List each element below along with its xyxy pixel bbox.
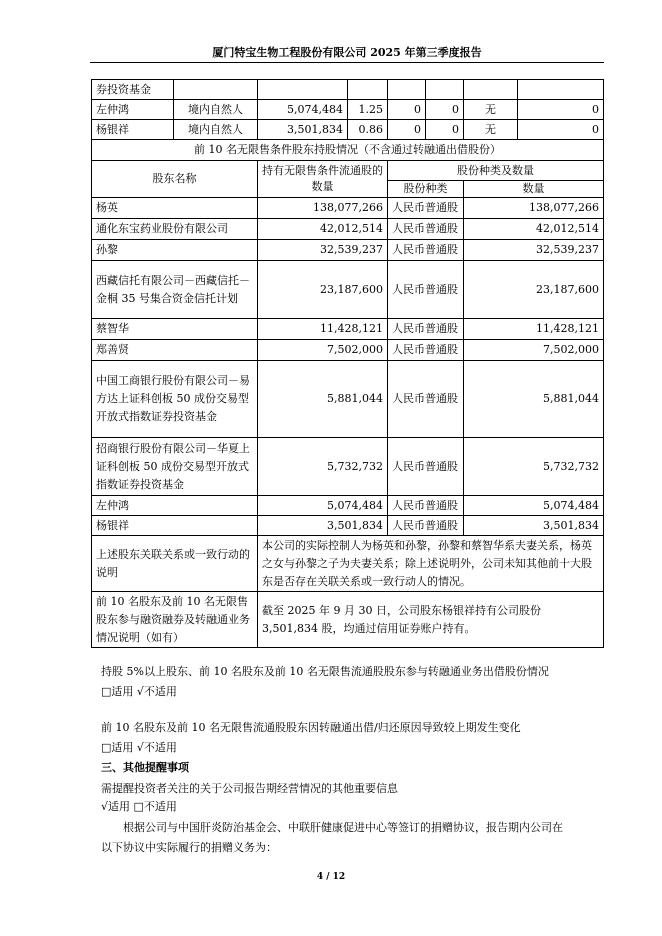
unrestricted-qty: 3,501,834 [258,516,388,536]
table-row [92,340,604,361]
table-row [92,80,604,100]
section3-options: √适用 □不适用 [101,800,177,813]
shareholder-name: 杨银祥 [92,120,174,140]
table-row [92,496,604,516]
share-type: 人民币普通股 [388,516,464,536]
table-row [92,319,604,340]
share-type: 人民币普通股 [388,438,464,496]
lending-title: 持股 5%以上股东、前 10 名股东及前 10 名无限售流通股股东参与转融通业务出借股份情况 [101,665,549,678]
table-row [92,219,604,240]
margin-text: 截至 2025 年 9 月 30 日，公司股东杨银祥持有公司股份 3,501,834 股，均通过信用证券账户持有。 [258,592,604,648]
section3-paragraph [101,818,598,858]
shareholder-name: 西藏信托有限公司－西藏信托－金桐 35 号集合资金信托计划 [92,261,258,319]
section3-intro: 需提醒投资者关注的关于公司报告期经营情况的其他重要信息 [101,782,398,795]
shareholder-name: 孙黎 [92,240,258,261]
margin-row [92,592,604,648]
change-title: 前 10 名股东及前 10 名无限售流通股股东因转融通出借/归还原因导致较上期发生变化 [101,721,521,734]
page-number: 4 / 12 [316,872,346,882]
table-row [92,100,604,120]
shares-held: 5,074,484 [258,100,348,120]
relation-label: 上述股东关联关系或一致行动的说明 [92,536,258,592]
table-row [92,240,604,261]
shareholder-name: 左仲鸿 [92,496,258,516]
lent-shares: 0 [426,100,464,120]
relation-row [92,536,604,592]
lending-options: □适用 √不适用 [101,685,177,698]
share-amount: 138,077,266 [464,198,604,219]
share-amount: 32,539,237 [464,240,604,261]
share-amount: 3,501,834 [464,516,604,536]
shares-held: 3,501,834 [258,120,348,140]
relation-text: 本公司的实际控制人为杨英和孙黎，孙黎和蔡智华系夫妻关系，杨英之女与孙黎之子为夫妻关系；除上述说明外，公司未知其他前十大股东是否存在关联关系或一致行动人的情况。 [258,536,604,592]
shareholder-nature: 境内自然人 [174,100,258,120]
unrestricted-qty: 5,732,732 [258,438,388,496]
table-row [92,516,604,536]
share-type: 人民币普通股 [388,361,464,438]
col-share-amount: 数量 [464,181,604,198]
share-type: 人民币普通股 [388,261,464,319]
unrestricted-section-title: 前 10 名无限售条件股东持股情况（不含通过转融通出借股份） [92,140,604,161]
share-type: 人民币普通股 [388,319,464,340]
table-row [92,261,604,319]
pledge-status: 无 [464,120,518,140]
unrestricted-qty: 11,428,121 [258,319,388,340]
share-amount: 5,881,044 [464,361,604,438]
unrestricted-qty: 23,187,600 [258,261,388,319]
table-row [92,120,604,140]
continued-name-cell: 券投资基金 [92,80,174,100]
restricted-shares: 0 [388,120,426,140]
share-type: 人民币普通股 [388,496,464,516]
share-amount: 23,187,600 [464,261,604,319]
unrestricted-qty: 32,539,237 [258,240,388,261]
share-type: 人民币普通股 [388,340,464,361]
unrestricted-qty: 42,012,514 [258,219,388,240]
share-type: 人民币普通股 [388,198,464,219]
col-unrestricted-qty: 持有无限售条件流通股的 数量 [258,161,388,198]
share-amount: 11,428,121 [464,319,604,340]
shareholder-name: 郑善贤 [92,340,258,361]
table-row [92,438,604,496]
shareholder-nature: 境内自然人 [174,120,258,140]
header-rule [90,62,604,63]
shareholder-name: 左仲鸿 [92,100,174,120]
shareholder-name: 中国工商银行股份有限公司－易方达上证科创板 50 成份交易型开放式指数证券投资基金 [92,361,258,438]
shareholder-name: 杨英 [92,198,258,219]
section3-heading: 三、其他提醒事项 [101,761,189,774]
table-row [92,361,604,438]
col-shareholder-name: 股东名称 [92,161,258,198]
section-title-row [92,140,604,161]
shareholder-name: 杨银祥 [92,516,258,536]
col-share-class: 股份种类及数量 [388,161,604,181]
pledge-status: 无 [464,100,518,120]
share-ratio: 0.86 [348,120,388,140]
col-share-type: 股份种类 [388,181,464,198]
share-amount: 5,732,732 [464,438,604,496]
header-row [92,161,604,181]
share-amount: 42,012,514 [464,219,604,240]
page-header-title: 厦门特宝生物工程股份有限公司 2025 年第三季度报告 [212,46,482,59]
lent-shares: 0 [426,120,464,140]
restricted-shares: 0 [388,100,426,120]
paragraph-line: 根据公司与中国肝炎防治基金会、中联肝健康促进中心等签订的捐赠协议，报告期内公司在 [123,821,563,834]
share-type: 人民币普通股 [388,219,464,240]
share-amount: 7,502,000 [464,340,604,361]
unrestricted-qty: 7,502,000 [258,340,388,361]
unrestricted-qty: 5,074,484 [258,496,388,516]
share-amount: 5,074,484 [464,496,604,516]
shareholder-name: 招商银行股份有限公司－华夏上证科创板 50 成份交易型开放式指数证券投资基金 [92,438,258,496]
share-ratio: 1.25 [348,100,388,120]
shareholder-table [91,79,604,648]
share-type: 人民币普通股 [388,240,464,261]
shareholder-name: 通化东宝药业股份有限公司 [92,219,258,240]
shareholder-name: 蔡智华 [92,319,258,340]
pledge-qty: 0 [518,100,604,120]
unrestricted-qty: 5,881,044 [258,361,388,438]
paragraph-line: 以下协议中实际履行的捐赠义务为： [101,841,277,854]
unrestricted-qty: 138,077,266 [258,198,388,219]
margin-label: 前 10 名股东及前 10 名无限售股东参与融资融券及转融通业务情况说明（如有） [92,592,258,648]
pledge-qty: 0 [518,120,604,140]
change-options: □适用 √不适用 [101,741,177,754]
table-row [92,198,604,219]
